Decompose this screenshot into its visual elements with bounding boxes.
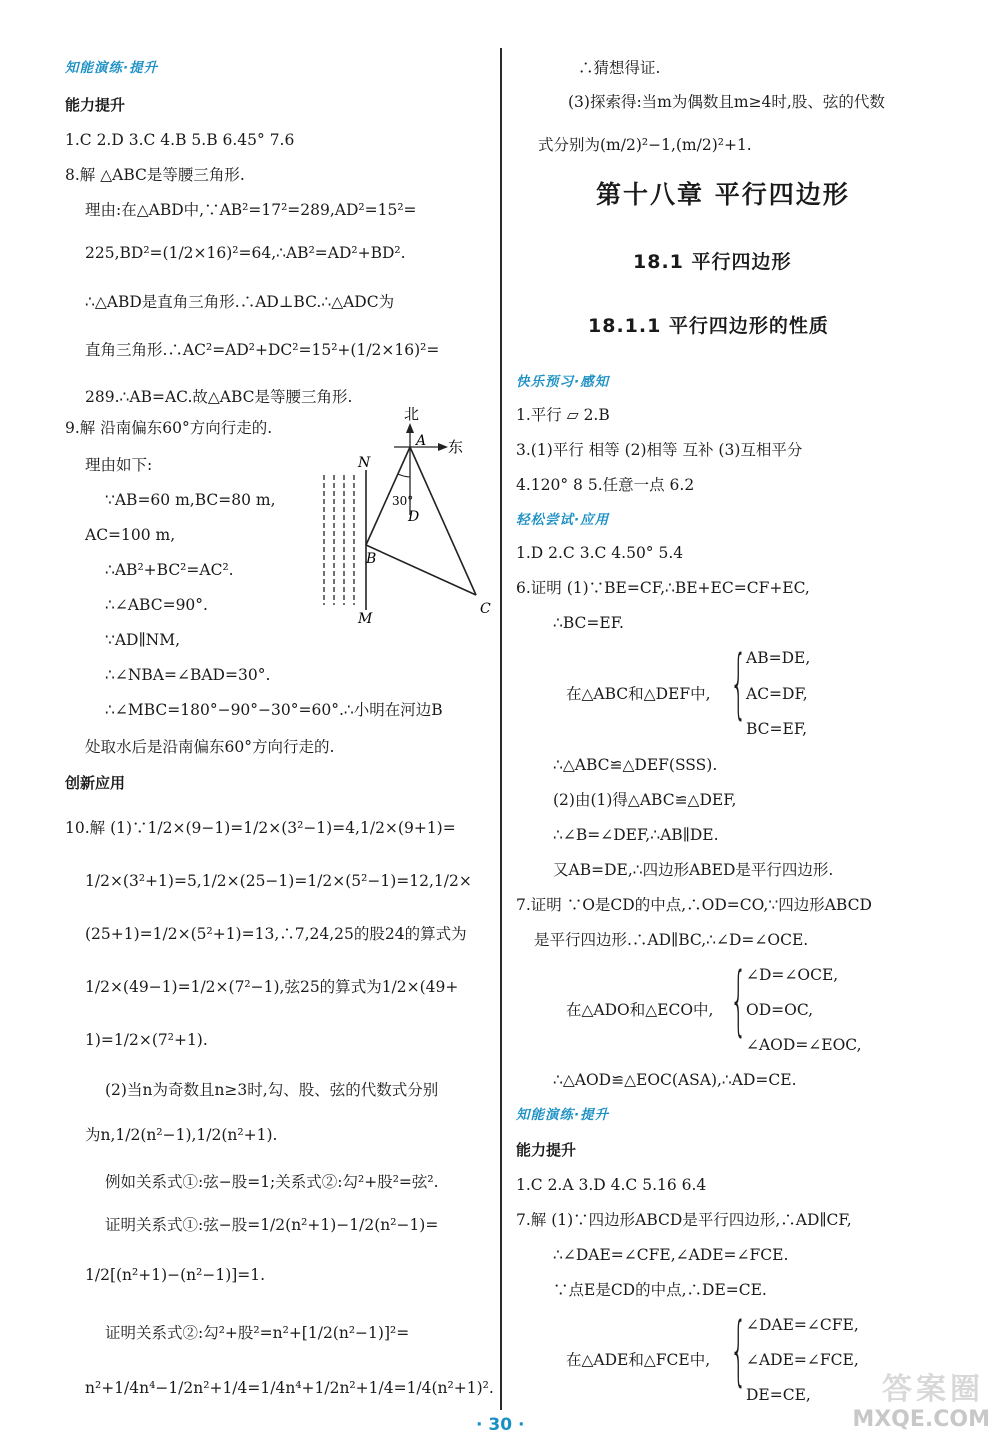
- north-arrow-icon: [406, 423, 414, 433]
- proof-text: 在△ADO和△ECO中,: [566, 1001, 714, 1019]
- left-column: [0, 0, 498, 1450]
- label-a: A: [416, 433, 427, 449]
- q10-text: 1/2[(n²+1)−(n²−1)]=1.: [85, 1266, 266, 1284]
- page-number: · 30 ·: [476, 1415, 525, 1435]
- system-line: ∠D=∠OCE,: [746, 966, 839, 984]
- q9-text: AC=100 m,: [85, 526, 176, 544]
- brace-icon: {: [730, 638, 747, 727]
- section-tag-practice: 知能演练·提升: [516, 1107, 610, 1123]
- answer-line: 3.(1)平行 相等 (2)相等 互补 (3)互相平分: [516, 441, 803, 459]
- segment-bc: [366, 545, 476, 595]
- system-line: BC=EF,: [746, 720, 808, 738]
- watermark-logo: 答案圈: [882, 1372, 984, 1407]
- label-m: M: [358, 611, 373, 625]
- q9-text: 理由如下:: [85, 456, 153, 474]
- label-n: N: [358, 455, 371, 471]
- system-line: OD=OC,: [746, 1001, 814, 1019]
- system-line: ∠ADE=∠FCE,: [746, 1351, 859, 1369]
- brace-icon: {: [730, 955, 747, 1044]
- q9-text: ∴∠MBC=180°−90°−30°=60°.∴小明在河边B: [105, 701, 443, 719]
- proof-text: ∵点E是CD的中点,∴DE=CE.: [553, 1281, 767, 1299]
- proof-text: 在△ADE和△FCE中,: [566, 1351, 711, 1369]
- q9-text: ∵AD∥NM,: [105, 631, 181, 649]
- watermark-text: MXQE.COM: [852, 1407, 990, 1432]
- answer-line: 4.120° 8 5.任意一点 6.2: [516, 476, 695, 494]
- subhead-ability: 能力提升: [516, 1141, 577, 1159]
- q10-text: 1/2×(49−1)=1/2×(7²−1),弦25的算式为1/2×(49+: [85, 978, 459, 996]
- system-line: DE=CE,: [746, 1386, 811, 1404]
- q8-text: 直角三角形.∴AC²=AD²+DC²=15²+(1/2×16)²=: [85, 341, 440, 359]
- proof-text: ∴∠B=∠DEF,∴AB∥DE.: [553, 826, 719, 844]
- answer-line: 1.平行 ▱ 2.B: [516, 406, 610, 424]
- q9-line: 9.解 沿南偏东60°方向行走的.: [65, 419, 273, 437]
- system-line: ∠AOD=∠EOC,: [746, 1036, 862, 1054]
- q9-text: ∴AB²+BC²=AC².: [105, 561, 234, 579]
- q10-text: 例如关系式①:弦−股=1;关系式②:勾²+股²=弦².: [105, 1173, 439, 1191]
- east-arrow-icon: [438, 443, 448, 451]
- q8-text: ∴△ABD是直角三角形.∴AD⊥BC.∴△ADC为: [85, 293, 395, 311]
- q10-text: 10.解 (1)∵1/2×(9−1)=1/2×(3²−1)=4,1/2×(9+1)=: [65, 819, 456, 837]
- proof-text: 6.证明 (1)∵BE=CF,∴BE+EC=CF+EC,: [516, 579, 810, 597]
- subhead-innovation: 创新应用: [65, 774, 126, 792]
- proof-text: 7.证明 ∵O是CD的中点,∴OD=CO,∵四边形ABCD: [516, 896, 872, 914]
- q10-text: n²+1/4n⁴−1/2n²+1/4=1/4n⁴+1/2n²+1/4=1/4(n²+1)².: [85, 1379, 494, 1397]
- river-direction-diagram: [310, 405, 500, 625]
- subhead-ability: 能力提升: [65, 96, 126, 114]
- system-line: ∠DAE=∠CFE,: [746, 1316, 859, 1334]
- label-east: 东: [448, 438, 464, 456]
- label-d: D: [408, 509, 420, 525]
- proof-text: 是平行四边形.∴AD∥BC,∴∠D=∠OCE.: [534, 931, 809, 949]
- right-column: [508, 0, 1000, 1450]
- subsection-title: 18.1.1 平行四边形的性质: [588, 315, 829, 337]
- angle-arc: [398, 474, 410, 477]
- system-line: AB=DE,: [746, 649, 811, 667]
- section-title: 18.1 平行四边形: [633, 251, 792, 273]
- proof-text: 在△ABC和△DEF中,: [566, 685, 711, 703]
- proof-text: ∴BC=EF.: [553, 614, 624, 632]
- q8-line: 8.解 △ABC是等腰三角形.: [65, 166, 245, 184]
- q10-text: (25+1)=1/2×(5²+1)=13,∴7,24,25的股24的算式为: [85, 925, 467, 943]
- proof-text: 7.解 (1)∵四边形ABCD是平行四边形,∴AD∥CF,: [516, 1211, 852, 1229]
- proof-text: ∴△ABC≌△DEF(SSS).: [553, 756, 718, 774]
- q10-text: 为n,1/2(n²−1),1/2(n²+1).: [85, 1126, 278, 1144]
- q8-text: 225,BD²=(1/2×16)²=64,∴AB²=AD²+BD².: [85, 244, 406, 262]
- answer-line: 1.D 2.C 3.C 4.50° 5.4: [516, 544, 684, 562]
- r-text: (3)探索得:当m为偶数且m≥4时,股、弦的代数: [568, 93, 885, 111]
- q8-text: 理由:在△ABD中,∵AB²=17²=289,AD²=15²=: [85, 201, 417, 219]
- proof-text: ∴∠DAE=∠CFE,∠ADE=∠FCE.: [553, 1246, 789, 1264]
- q10-text: (2)当n为奇数且n≥3时,勾、股、弦的代数式分别: [105, 1081, 439, 1099]
- section-tag-preview: 快乐预习·感知: [516, 374, 610, 390]
- q10-text: 证明关系式②:勾²+股²=n²+[1/2(n²−1)]²=: [105, 1324, 410, 1342]
- label-north: 北: [404, 405, 420, 423]
- system-line: AC=DF,: [746, 685, 808, 703]
- chapter-title: 第十八章 平行四边形: [596, 180, 850, 209]
- label-c: C: [480, 601, 491, 617]
- q8-text: 289.∴AB=AC.故△ABC是等腰三角形.: [85, 388, 353, 406]
- q10-text: 证明关系式①:弦−股=1/2(n²+1)−1/2(n²−1)=: [105, 1216, 439, 1234]
- proof-text: (2)由(1)得△ABC≌△DEF,: [553, 791, 737, 809]
- q9-text: ∴∠ABC=90°.: [105, 596, 208, 614]
- r-text: 式分别为(m/2)²−1,(m/2)²+1.: [538, 136, 752, 154]
- brace-icon: {: [730, 1305, 747, 1394]
- section-tag-practice: 知能演练·提升: [65, 60, 159, 76]
- segment-ac: [410, 447, 476, 595]
- answer-line: 1.C 2.A 3.D 4.C 5.16 6.4: [516, 1176, 707, 1194]
- column-divider: [500, 48, 502, 1410]
- proof-text: 又AB=DE,∴四边形ABED是平行四边形.: [553, 861, 834, 879]
- answers-1-7: 1.C 2.D 3.C 4.B 5.B 6.45° 7.6: [65, 131, 295, 149]
- q9-text: 处取水后是沿南偏东60°方向行走的.: [85, 738, 335, 756]
- q9-text: ∴∠NBA=∠BAD=30°.: [105, 666, 271, 684]
- section-tag-try: 轻松尝试·应用: [516, 512, 610, 528]
- label-30deg: 30°: [392, 494, 414, 508]
- r-text: ∴猜想得证.: [578, 59, 661, 77]
- q10-text: 1/2×(3²+1)=5,1/2×(25−1)=1/2×(5²−1)=12,1/2×: [85, 872, 472, 890]
- q10-text: 1)=1/2×(7²+1).: [85, 1031, 208, 1049]
- proof-text: ∴△AOD≌△EOC(ASA),∴AD=CE.: [553, 1071, 797, 1089]
- label-b: B: [366, 551, 377, 567]
- q9-text: ∵AB=60 m,BC=80 m,: [105, 491, 276, 509]
